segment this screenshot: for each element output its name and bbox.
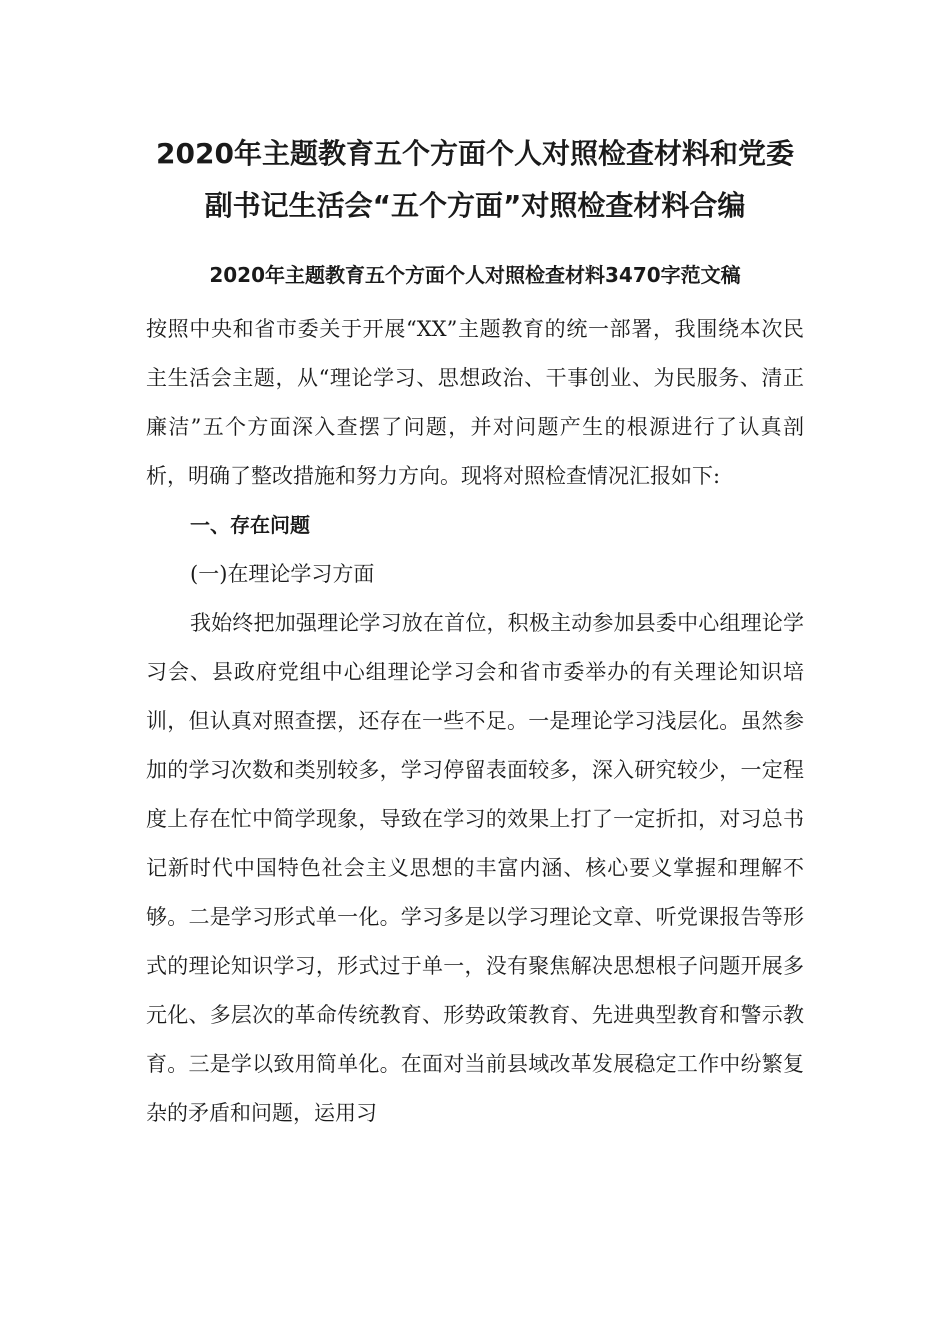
subsection-heading: (一)在理论学习方面	[190, 562, 375, 586]
document-body	[146, 305, 804, 1138]
document-subtitle: 2020年主题教育五个方面个人对照检查材料3470字范文稿	[209, 263, 741, 287]
document-title-line-2: 副书记生活会“五个方面”对照检查材料合编	[204, 189, 746, 222]
document-title-line-1: 2020年主题教育五个方面个人对照检查材料和党委	[156, 137, 794, 170]
section-heading: 一、存在问题	[190, 513, 310, 537]
intro-paragraph: 按照中央和省市委关于开展“XX”主题教育的统一部署，我围绕本次民主生活会主题，从“理论学习、思想政治、干事创业、为民服务、清正廉洁”五个方面深入查摆了问题，并对问题产生的根源进行了认真剖析，明确了整改措施和努力方向。现将对照检查情况汇报如下:	[146, 317, 804, 488]
document-title	[100, 128, 850, 232]
body-paragraph: 我始终把加强理论学习放在首位，积极主动参加县委中心组理论学习会、县政府党组中心组理论学习会和省市委举办的有关理论知识培训，但认真对照查摆，还存在一些不足。一是理论学习浅层化。虽然参加的学习次数和类别较多，学习停留表面较多，深入研究较少，一定程度上存在忙中简学现象，导致在学习的效果上打了一定折扣，对习总书记新时代中国特色社会主义思想的丰富内涵、核心要义掌握和理解不够。二是学习形式单一化。学习多是以学习理论文章、听党课报告等形式的理论知识学习，形式过于单一，没有聚焦解决思想根子问题开展多元化、多层次的革命传统教育、形势政策教育、先进典型教育和警示教育。三是学以致用简单化。在面对当前县域改革发展稳定工作中纷繁复杂的矛盾和问题，运用习	[146, 611, 804, 1125]
